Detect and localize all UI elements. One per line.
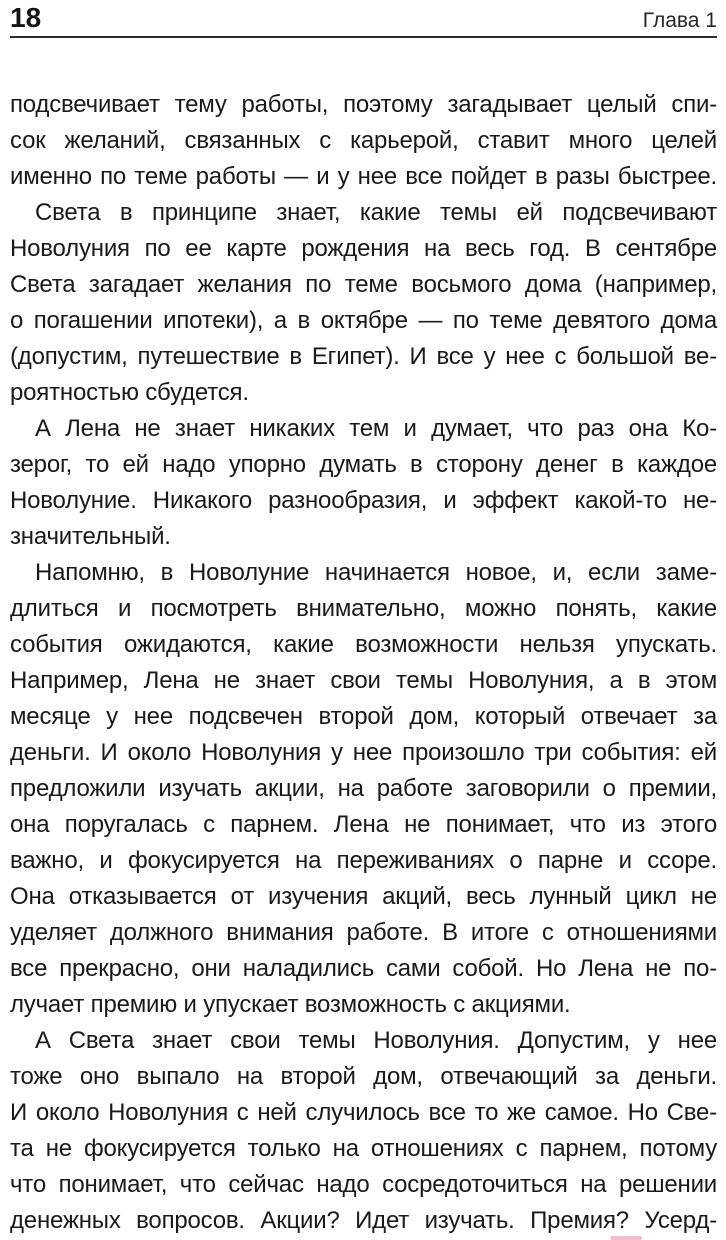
highlight-artifact [610,1236,642,1240]
text-line: роятностью сбудется. [10,379,249,406]
text-line: важно, и фокусируется на переживаниях о парне и ссоре. [10,847,717,874]
text-line: деньги. И около Новолуния у нее произошло три события: ей [10,739,717,766]
text-line: Например, Лена не знает свои темы Новолуния, а в этом [10,667,717,694]
text-line: месяце у нее подсвечен второй дом, который отвечает за [10,703,717,730]
text-line: Она отказывается от изучения акций, весь лунный цикл не [10,883,717,910]
body-text [10,87,717,1239]
text-line: Света загадает желания по теме восьмого дома (например, [10,271,717,298]
text-line: тоже оно выпало на второй дом, отвечающий за деньги. [10,1063,717,1090]
text-line: подсвечивает тему работы, поэтому загадывает целый спи- [10,91,717,118]
text-line: И около Новолуния с ней случилось все то же самое. Но Све- [10,1099,717,1126]
header-rule [10,36,717,38]
text-line: именно по теме работы — и у нее все пойдет в разы быстрее. [10,163,717,190]
text-line: зерог, то ей надо упорно думать в сторону денег в каждое [10,451,717,478]
text-line: А Лена не знает никаких тем и думает, что раз она Ко- [35,415,717,442]
text-line: сок желаний, связанных с карьерой, ставит много целей [10,127,717,154]
text-line: Напомню, в Новолуние начинается новое, и, если заме- [35,559,717,586]
text-line: все прекрасно, они наладились сами собой. Но Лена не по- [10,955,717,982]
page-header [10,0,717,36]
text-line: значительный. [10,523,171,550]
text-line: та не фокусируется только на отношениях с парнем, потому [10,1135,717,1162]
text-line: уделяет должного внимания работе. В итоге с отношениями [10,919,717,946]
text-line: предложили изучать акции, на работе заговорили о премии, [10,775,717,802]
text-line: денежных вопросов. Акции? Идет изучать. Премия? Усерд- [10,1207,717,1234]
text-line: что понимает, что сейчас надо сосредоточиться на решении [10,1171,717,1198]
text-line: она поругалась с парнем. Лена не понимает, что из этого [10,811,717,838]
text-line: А Света знает свои темы Новолуния. Допустим, у нее [35,1027,717,1054]
text-line: Новолуние. Никакого разнообразия, и эффект какой-то не- [10,487,717,514]
text-line: события ожидаются, какие возможности нельзя упускать. [10,631,717,658]
text-line: Новолуния по ее карте рождения на весь год. В сентябре [10,235,717,262]
text-line: лучает премию и упускает возможность с акциями. [10,991,571,1018]
page-number: 18 [10,2,42,33]
text-line: длиться и посмотреть внимательно, можно понять, какие [10,595,717,622]
text-line: Света в принципе знает, какие темы ей подсвечивают [35,199,717,226]
text-line: (допустим, путешествие в Египет). И все у нее с большой ве- [10,343,717,370]
text-line: о погашении ипотеки), а в октябре — по теме девятого дома [10,307,717,334]
chapter-title: Глава 1 [642,9,717,32]
